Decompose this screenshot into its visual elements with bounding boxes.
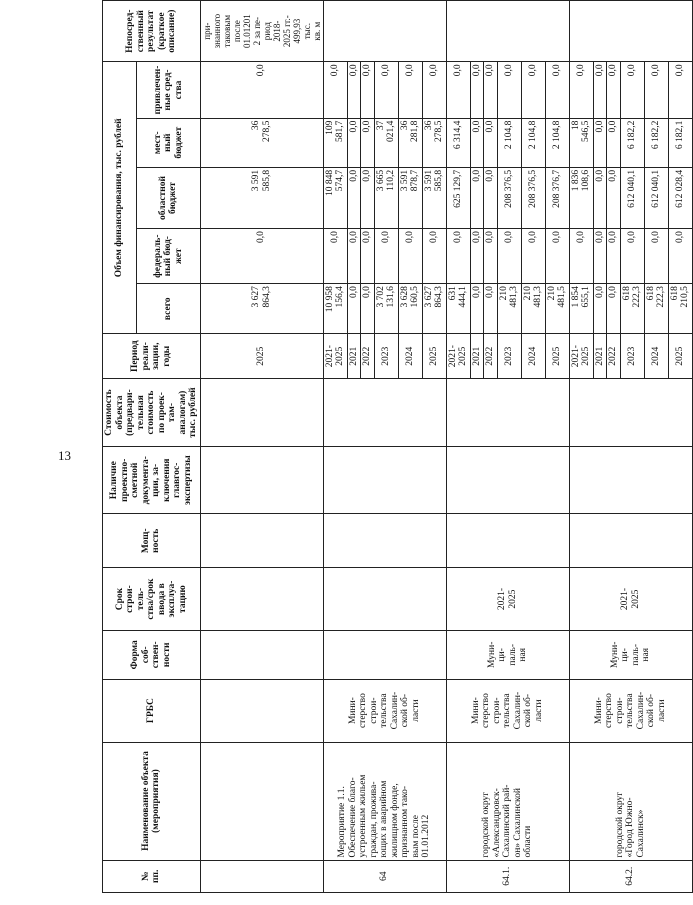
cell-local: 6 314,4 xyxy=(446,118,470,167)
cell-local: 0,0 xyxy=(607,118,621,167)
cell-period: 2021- 2025 xyxy=(446,334,470,379)
header-finance-group: Объем финансирования, тыс. рублей xyxy=(103,62,137,334)
table-row xyxy=(200,1,323,893)
cell-local: 36 278,5 xyxy=(422,118,446,167)
header-ownership: Форма соб- ствен- ности xyxy=(103,630,201,679)
cell-federal: 0,0 xyxy=(644,229,668,284)
cell-local: 37 021,4 xyxy=(374,118,398,167)
cell-federal: 0,0 xyxy=(620,229,644,284)
cell-result xyxy=(446,1,569,62)
cell-regional: 0,0 xyxy=(607,167,621,228)
cell-local: 0,0 xyxy=(470,118,484,167)
cell-cost xyxy=(569,379,692,447)
table-row xyxy=(569,1,593,893)
cell-local: 0,0 xyxy=(484,118,498,167)
cell-period: 2022 xyxy=(361,334,375,379)
cell-attracted: 0,0 xyxy=(347,62,361,118)
cell-total: 3 627 864,3 xyxy=(200,284,323,334)
cell-grbs: Мини- стерство строи- тельства Сахалин- ской об- ласти xyxy=(569,679,692,742)
cell-regional: 3 665 110,2 xyxy=(374,167,398,228)
cell-period: 2021 xyxy=(593,334,607,379)
cell-regional: 0,0 xyxy=(361,167,375,228)
cell-period: 2023 xyxy=(497,334,521,379)
cell-total: 1 854 655,1 xyxy=(569,284,593,334)
cell-no: 64.1. xyxy=(446,860,569,892)
cell-federal: 0,0 xyxy=(422,229,446,284)
cell-ownership: Муни- ци- паль- ная xyxy=(446,630,569,679)
cell-local: 0,0 xyxy=(361,118,375,167)
cell-regional: 612 040,1 xyxy=(644,167,668,228)
cell-no: 64.2. xyxy=(569,860,692,892)
cell-cost xyxy=(323,379,446,447)
cell-regional: 208 376,5 xyxy=(521,167,545,228)
cell-federal: 0,0 xyxy=(668,229,692,284)
cell-term: 2021- 2025 xyxy=(446,568,569,631)
cell-federal: 0,0 xyxy=(361,229,375,284)
header-local: мест- ный бюджет xyxy=(137,118,200,167)
cell-regional: 0,0 xyxy=(593,167,607,228)
cell-local: 0,0 xyxy=(347,118,361,167)
cell-docs xyxy=(569,447,692,514)
cell-local: 6 182,2 xyxy=(620,118,644,167)
cell-cost xyxy=(446,379,569,447)
cell-local: 6 182,2 xyxy=(644,118,668,167)
cell-federal: 0,0 xyxy=(398,229,422,284)
cell-attracted: 0,0 xyxy=(361,62,375,118)
cell-cost xyxy=(200,379,323,447)
cell-local: 36 278,5 xyxy=(200,118,323,167)
cell-period: 2023 xyxy=(620,334,644,379)
header-period: Период реали- зации, годы xyxy=(103,334,201,379)
cell-federal: 0,0 xyxy=(545,229,569,284)
cell-federal: 0,0 xyxy=(200,229,323,284)
cell-total: 210 481,3 xyxy=(497,284,521,334)
cell-federal: 0,0 xyxy=(470,229,484,284)
cell-period: 2023 xyxy=(374,334,398,379)
cell-period: 2024 xyxy=(521,334,545,379)
cell-regional: 3 591 585,8 xyxy=(200,167,323,228)
header-federal: федераль- ный бюд- жет xyxy=(137,229,200,284)
cell-period: 2025 xyxy=(422,334,446,379)
cell-regional: 612 040,1 xyxy=(620,167,644,228)
cell-ownership: Муни- ци- паль- ная xyxy=(569,630,692,679)
cell-term: 2021- 2025 xyxy=(569,568,692,631)
cell-result xyxy=(323,1,446,62)
cell-total: 10 958 156,4 xyxy=(323,284,347,334)
cell-regional: 612 028,4 xyxy=(668,167,692,228)
header-docs: Наличие проектно- сметной документа- ции, за- ключения главгос- экспертизы xyxy=(103,447,201,514)
cell-total: 3 628 160,5 xyxy=(398,284,422,334)
header-name: Наименование объекта (мероприятия) xyxy=(103,742,201,860)
finance-table xyxy=(102,0,693,893)
table-row xyxy=(323,1,347,893)
cell-local: 0,0 xyxy=(593,118,607,167)
header-row xyxy=(103,1,137,893)
cell-federal: 0,0 xyxy=(323,229,347,284)
cell-total: 0,0 xyxy=(484,284,498,334)
cell-regional: 208 376,5 xyxy=(497,167,521,228)
header-regional: областной бюджет xyxy=(137,167,200,228)
cell-total: 0,0 xyxy=(607,284,621,334)
cell-term xyxy=(200,568,323,631)
cell-name xyxy=(200,742,323,860)
cell-regional: 625 129,7 xyxy=(446,167,470,228)
cell-name: городской округ «Город Южно- Сахалинск» xyxy=(569,742,692,860)
cell-federal: 0,0 xyxy=(593,229,607,284)
cell-total: 210 481,5 xyxy=(545,284,569,334)
cell-capacity xyxy=(323,514,446,568)
cell-period: 2021- 2025 xyxy=(323,334,347,379)
cell-docs xyxy=(446,447,569,514)
cell-local: 6 182,1 xyxy=(668,118,692,167)
cell-attracted: 0,0 xyxy=(521,62,545,118)
cell-total: 631 444,1 xyxy=(446,284,470,334)
cell-no: 64 xyxy=(323,860,446,892)
header-term: Срок строи- тель- ства/срок ввода в эксплуа- тацию xyxy=(103,568,201,631)
cell-attracted: 0,0 xyxy=(545,62,569,118)
cell-capacity xyxy=(569,514,692,568)
cell-ownership xyxy=(200,630,323,679)
cell-period: 2021- 2025 xyxy=(569,334,593,379)
cell-grbs: Мини- стерство строи- тельства Сахалин- ской об- ласти xyxy=(446,679,569,742)
cell-local: 2 104,8 xyxy=(497,118,521,167)
cell-federal: 0,0 xyxy=(521,229,545,284)
cell-result xyxy=(569,1,692,62)
cell-name: городской округ «Александровск- Сахалинский рай- он» Сахалинской области xyxy=(446,742,569,860)
cell-attracted: 0,0 xyxy=(422,62,446,118)
cell-docs xyxy=(323,447,446,514)
cell-attracted: 0,0 xyxy=(470,62,484,118)
cell-federal: 0,0 xyxy=(374,229,398,284)
cell-attracted: 0,0 xyxy=(668,62,692,118)
cell-attracted: 0,0 xyxy=(607,62,621,118)
cell-local: 36 281,8 xyxy=(398,118,422,167)
cell-attracted: 0,0 xyxy=(620,62,644,118)
cell-no xyxy=(200,860,323,892)
cell-period: 2025 xyxy=(200,334,323,379)
cell-attracted: 0,0 xyxy=(323,62,347,118)
cell-regional: 1 836 108,6 xyxy=(569,167,593,228)
cell-federal: 0,0 xyxy=(569,229,593,284)
cell-grbs xyxy=(200,679,323,742)
cell-docs xyxy=(200,447,323,514)
cell-total: 3 702 131,6 xyxy=(374,284,398,334)
cell-attracted: 0,0 xyxy=(484,62,498,118)
cell-federal: 0,0 xyxy=(607,229,621,284)
header-attracted: привлечен- ные сред- ства xyxy=(137,62,200,118)
cell-attracted: 0,0 xyxy=(398,62,422,118)
table-body xyxy=(200,1,692,893)
cell-regional: 208 376,7 xyxy=(545,167,569,228)
cell-result: при- знанного таковым после 01.01201 2 за пе- риод 2018- 2025 гг.- 499,93 тыс. кв. м xyxy=(200,1,323,62)
cell-attracted: 0,0 xyxy=(644,62,668,118)
cell-attracted: 0,0 xyxy=(569,62,593,118)
cell-total: 3 627 864,3 xyxy=(422,284,446,334)
cell-local: 109 581,7 xyxy=(323,118,347,167)
cell-attracted: 0,0 xyxy=(446,62,470,118)
cell-total: 618 222,3 xyxy=(620,284,644,334)
header-capacity: Мощ- ность xyxy=(103,514,201,568)
cell-capacity xyxy=(200,514,323,568)
cell-capacity xyxy=(446,514,569,568)
cell-period: 2021 xyxy=(347,334,361,379)
header-total: всего xyxy=(137,284,200,334)
cell-federal: 0,0 xyxy=(347,229,361,284)
cell-period: 2022 xyxy=(607,334,621,379)
cell-grbs: Мини- стерство строи- тельства Сахалин- ской об- ласти xyxy=(323,679,446,742)
cell-federal: 0,0 xyxy=(446,229,470,284)
page-number: 13 xyxy=(58,448,71,463)
cell-name: Мероприятие 1.1. Обеспечение благо- устроенным жильем граждан, прожива- ющих в аварийном жилищном фонде, признанном тако- вым после 01.01.2012 xyxy=(323,742,446,860)
cell-total: 618 210,5 xyxy=(668,284,692,334)
cell-local: 2 104,8 xyxy=(545,118,569,167)
cell-regional: 0,0 xyxy=(347,167,361,228)
cell-period: 2024 xyxy=(398,334,422,379)
cell-attracted: 0,0 xyxy=(593,62,607,118)
cell-regional: 3 591 878,7 xyxy=(398,167,422,228)
cell-total: 210 481,3 xyxy=(521,284,545,334)
header-grbs: ГРБС xyxy=(103,679,201,742)
cell-regional: 3 591 585,8 xyxy=(422,167,446,228)
cell-total: 0,0 xyxy=(593,284,607,334)
cell-period: 2025 xyxy=(545,334,569,379)
cell-attracted: 0,0 xyxy=(200,62,323,118)
cell-ownership xyxy=(323,630,446,679)
cell-period: 2022 xyxy=(484,334,498,379)
cell-regional: 0,0 xyxy=(484,167,498,228)
cell-period: 2025 xyxy=(668,334,692,379)
cell-total: 0,0 xyxy=(361,284,375,334)
cell-period: 2021 xyxy=(470,334,484,379)
cell-local: 18 546,5 xyxy=(569,118,593,167)
cell-regional: 10 848 574,7 xyxy=(323,167,347,228)
header-result: Непосред- ственный результат (краткое описание) xyxy=(103,1,201,62)
cell-term xyxy=(323,568,446,631)
cell-attracted: 0,0 xyxy=(374,62,398,118)
cell-federal: 0,0 xyxy=(484,229,498,284)
cell-total: 618 222,3 xyxy=(644,284,668,334)
cell-total: 0,0 xyxy=(470,284,484,334)
cell-total: 0,0 xyxy=(347,284,361,334)
cell-regional: 0,0 xyxy=(470,167,484,228)
cell-attracted: 0,0 xyxy=(497,62,521,118)
cell-federal: 0,0 xyxy=(497,229,521,284)
cell-local: 2 104,8 xyxy=(521,118,545,167)
table-row xyxy=(446,1,470,893)
header-no: № пп. xyxy=(103,860,201,892)
header-cost: Стоимость объекта (предвари- тельная стоимость по проек- там- аналогам) тыс. рублей xyxy=(103,379,201,447)
cell-period: 2024 xyxy=(644,334,668,379)
